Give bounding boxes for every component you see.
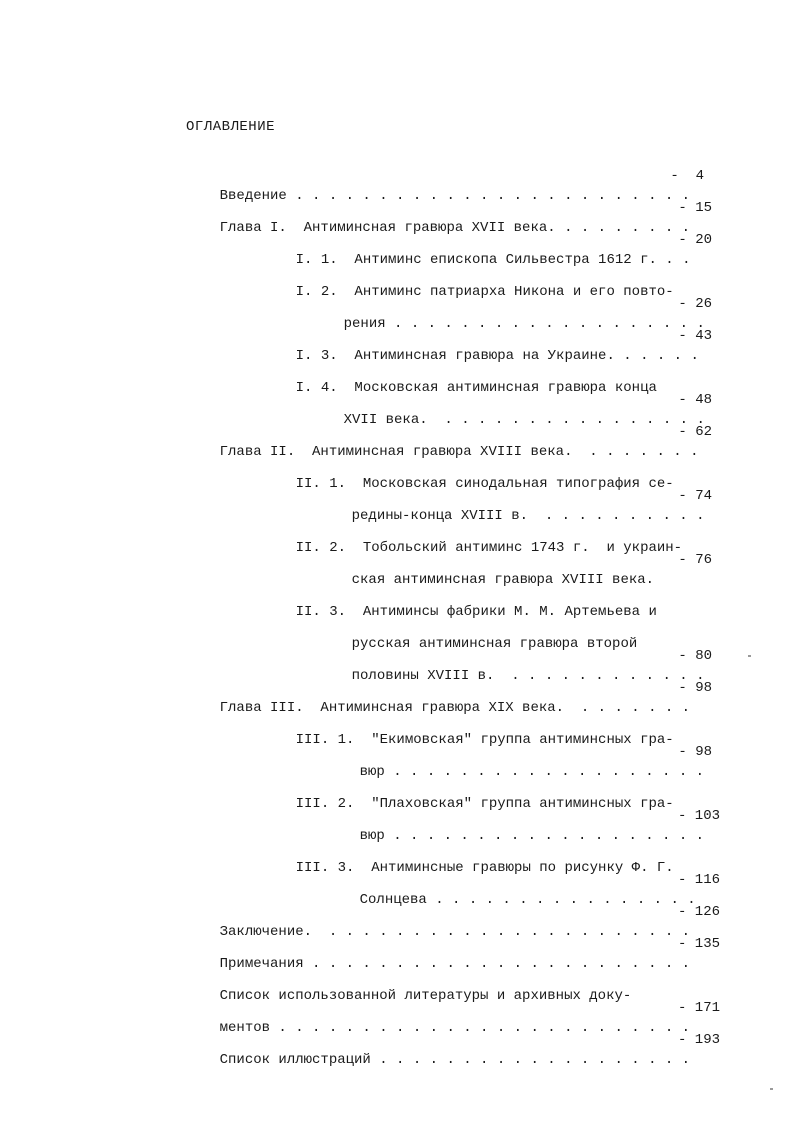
- toc-entry-label: половины XVIII в. . . . . . . . . . . . .: [351, 668, 705, 684]
- toc-entry-label: III. 1. "Екимовская" группа антиминсных гра-: [295, 732, 674, 748]
- toc-entry-label: I. 4. Московская антиминсная гравюра конца: [295, 380, 657, 396]
- toc-page-number: - 20: [678, 232, 712, 248]
- toc-entry-label: Заключение. . . . . . . . . . . . . . . . . . . . . . .: [219, 924, 691, 940]
- toc-entry-label: рения . . . . . . . . . . . . . . . . . . .: [343, 316, 705, 332]
- toc-page-number: - 76: [678, 552, 712, 568]
- toc-line: [186, 678, 712, 716]
- toc-page-number: - 126: [677, 904, 720, 920]
- toc-line: [262, 838, 720, 876]
- toc-line: [326, 870, 720, 908]
- toc-line: [262, 518, 712, 556]
- toc-line: [186, 902, 720, 940]
- toc-line: [186, 166, 704, 204]
- toc-page-number: - 135: [677, 936, 720, 952]
- toc-line: [262, 326, 712, 364]
- toc-line: [318, 486, 712, 524]
- toc-entry-label: русская антиминсная гравюра второй: [351, 636, 638, 652]
- toc-entry-label: II. 1. Московская синодальная типография се-: [295, 476, 674, 492]
- toc-entry-label: Глава III. Антиминсная гравюра XIX века. . . . . . . .: [219, 700, 691, 716]
- toc-line: [262, 358, 712, 396]
- toc-line: [262, 262, 712, 300]
- toc-entry-label: ская антиминсная гравюра XVIII века.: [351, 572, 655, 588]
- toc-page-number: - 62: [678, 424, 712, 440]
- toc-page-number: - 43: [678, 328, 712, 344]
- toc-entry-label: Список использованной литературы и архивных доку-: [219, 988, 632, 1004]
- toc-line: [318, 646, 712, 684]
- toc-page-number: - 98: [678, 744, 712, 760]
- toc-page-number: - 98: [678, 680, 712, 696]
- toc-page-number: - 15: [678, 200, 712, 216]
- toc-line: [326, 806, 720, 844]
- scan-speck: [748, 655, 751, 657]
- toc-entry-label: ментов . . . . . . . . . . . . . . . . . . . . . . . . .: [219, 1020, 691, 1036]
- toc-entry-label: III. 2. "Плаховская" группа антиминсных гра-: [295, 796, 674, 812]
- toc-line: [186, 934, 720, 972]
- toc-line: [318, 614, 712, 652]
- toc-line: [326, 742, 712, 780]
- toc-entry-label: I. 2. Антиминс патриарха Никона и его повто-: [295, 284, 674, 300]
- toc-line: [318, 550, 712, 588]
- toc-entry-label: Глава I. Антиминсная гравюра XVII века. . . . . . . . .: [219, 220, 691, 236]
- toc-line: [310, 390, 712, 428]
- page-title: ОГЛАВЛЕНИЕ: [186, 119, 276, 135]
- toc-entry-label: вюр . . . . . . . . . . . . . . . . . . .: [359, 764, 705, 780]
- toc-page-number: - 103: [677, 808, 720, 824]
- toc-line: [262, 582, 712, 620]
- toc-line: [262, 710, 712, 748]
- toc-line: [262, 454, 712, 492]
- toc-entry-label: II. 3. Антиминсы фабрики М. М. Артемьева и: [295, 604, 657, 620]
- toc-page-number: - 116: [677, 872, 720, 888]
- toc-line: [310, 294, 712, 332]
- toc-entry-label: I. 1. Антиминс епископа Сильвестра 1612 г. . .: [295, 252, 691, 268]
- toc-entry-label: редины-конца XVIII в. . . . . . . . . . .: [351, 508, 705, 524]
- toc-entry-label: XVII века. . . . . . . . . . . . . . . . .: [343, 412, 705, 428]
- toc-entry-label: Солнцева . . . . . . . . . . . . . . . .: [359, 892, 696, 908]
- toc-line: [262, 230, 712, 268]
- toc-line: [186, 966, 720, 1004]
- toc-page-number: - 171: [677, 1000, 720, 1016]
- toc-line: [186, 1030, 720, 1068]
- toc-page-number: - 74: [678, 488, 712, 504]
- toc-page-number: - 48: [678, 392, 712, 408]
- toc-page-number: - 80: [678, 648, 712, 664]
- toc-entry-label: Список иллюстраций . . . . . . . . . . . . . . . . . . .: [219, 1052, 691, 1068]
- toc-line: [262, 774, 712, 812]
- toc-page-number: - 193: [677, 1032, 720, 1048]
- toc-entry-label: вюр . . . . . . . . . . . . . . . . . . .: [359, 828, 705, 844]
- toc-page-number: - 26: [678, 296, 712, 312]
- toc-line: [186, 198, 712, 236]
- toc-line: [186, 422, 712, 460]
- toc-entry-label: II. 2. Тобольский антиминс 1743 г. и украин-: [295, 540, 683, 556]
- toc-entry-label: Введение . . . . . . . . . . . . . . . . . . . . . . . .: [219, 188, 691, 204]
- toc-entry-label: III. 3. Антиминсные гравюры по рисунку Ф. Г.: [295, 860, 674, 876]
- toc-entry-label: I. 3. Антиминсная гравюра на Украине. . . . . .: [295, 348, 699, 364]
- toc-entry-label: Примечания . . . . . . . . . . . . . . . . . . . . . . .: [219, 956, 691, 972]
- scan-speck: [770, 1088, 773, 1090]
- toc-line: [186, 998, 720, 1036]
- toc-entry-label: Глава II. Антиминсная гравюра XVIII века. . . . . . . .: [219, 444, 699, 460]
- toc-page-number: - 4: [670, 168, 704, 184]
